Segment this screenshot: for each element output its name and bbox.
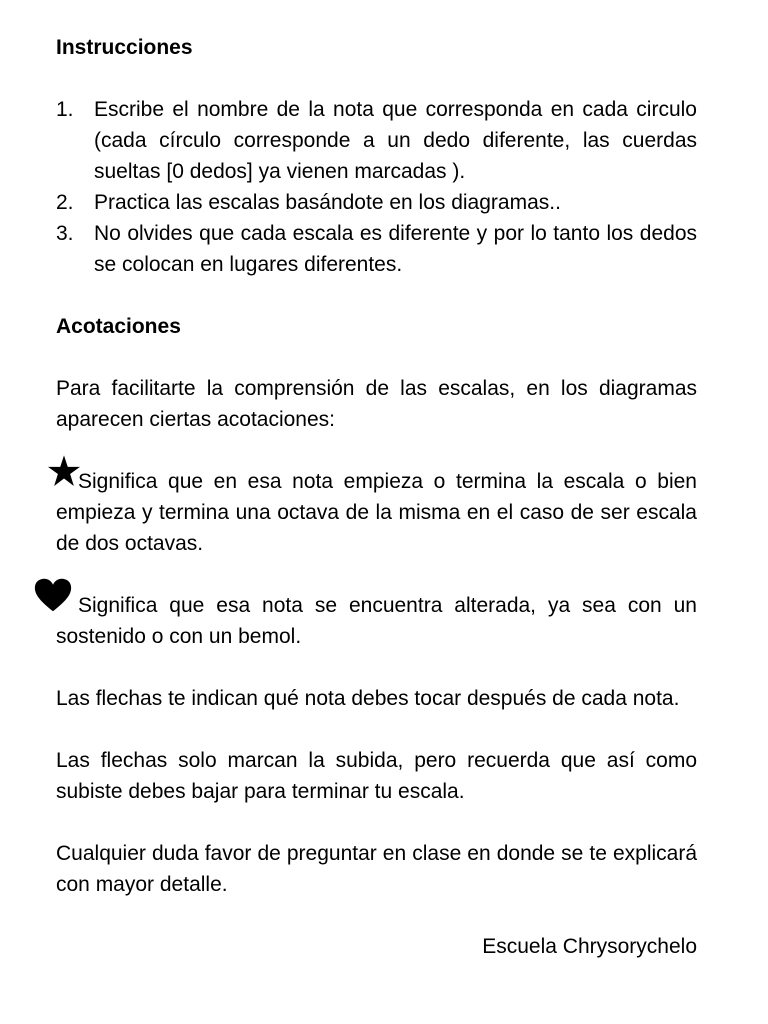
list-item-text: No olvides que cada escala es diferente y por lo tanto los dedos se colocan en lugares diferentes. (94, 222, 697, 276)
spacer (56, 652, 697, 683)
list-number: 1. (56, 98, 74, 121)
list-item (56, 218, 697, 280)
list-item-text: Practica las escalas basándote en los diagramas.. (94, 191, 561, 214)
spacer (56, 435, 697, 466)
star-legend-text: Significa que en esa nota empieza o termina la escala o bien empieza y termina una octava de la misma en el caso de ser escala de dos octavas. (56, 470, 697, 555)
spacer (56, 280, 697, 311)
heart-icon (34, 578, 72, 612)
list-number: 3. (56, 222, 74, 245)
arrows-up-paragraph: Las flechas solo marcan la subida, pero recuerda que así como subiste debes bajar para terminar tu escala. (56, 749, 697, 803)
signature: Escuela Chrysorychelo (482, 935, 697, 958)
list-item (56, 187, 697, 218)
instructions-list (56, 94, 697, 280)
star-icon (47, 454, 81, 488)
list-item (56, 94, 697, 187)
list-item-text: Escribe el nombre de la nota que corresponda en cada circulo (cada círculo corresponde a un dedo diferente, las cuerdas sueltas [0 dedos] ya vienen marcadas ). (94, 98, 697, 183)
spacer (56, 900, 697, 931)
questions-paragraph: Cualquier duda favor de preguntar en clase en donde se te explicará con mayor detalle. (56, 842, 697, 896)
spacer (56, 63, 697, 94)
instructions-heading: Instrucciones (56, 36, 193, 59)
heart-legend-text: Significa que esa nota se encuentra alterada, ya sea con un sostenido o con un bemol. (56, 594, 697, 648)
spacer (56, 342, 697, 373)
intro-paragraph: Para facilitarte la comprensión de las escalas, en los diagramas aparecen ciertas acotaciones: (56, 377, 697, 431)
acotaciones-heading: Acotaciones (56, 315, 181, 338)
star-legend (56, 466, 697, 559)
arrows-paragraph: Las flechas te indican qué nota debes tocar después de cada nota. (56, 687, 680, 710)
heart-legend (56, 590, 697, 652)
document-page (56, 32, 697, 962)
spacer (56, 807, 697, 838)
spacer (56, 714, 697, 745)
list-number: 2. (56, 191, 74, 214)
spacer (56, 559, 697, 590)
